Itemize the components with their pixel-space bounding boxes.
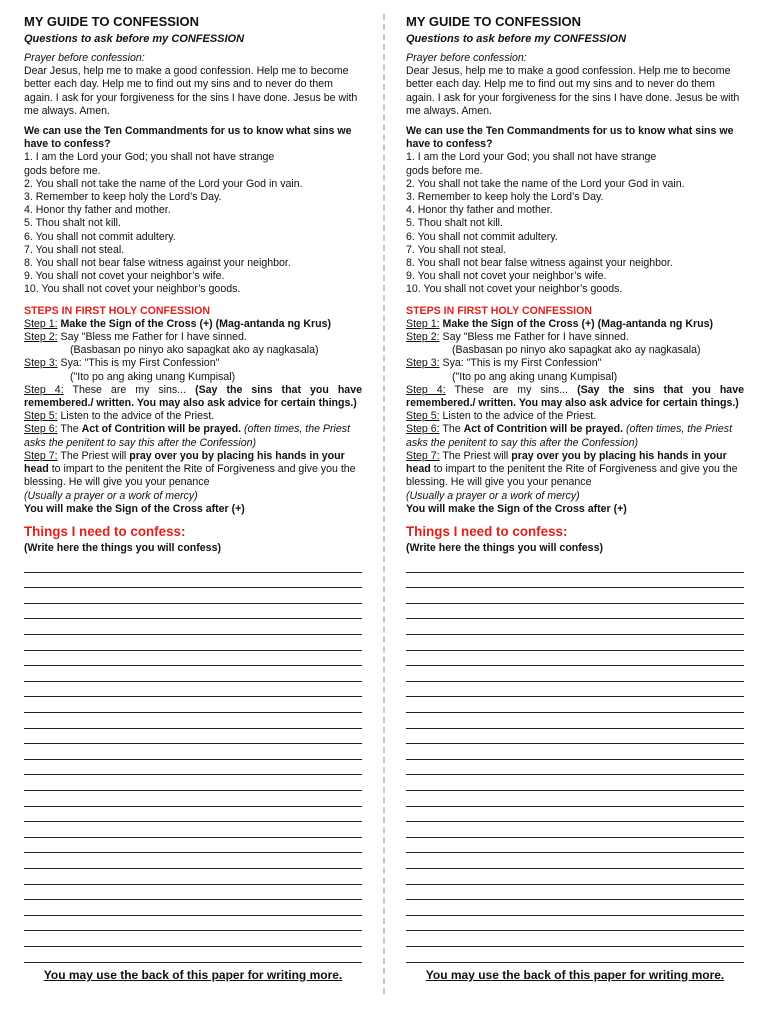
step-5: Step 5: Listen to the advice of the Priest. bbox=[406, 410, 597, 423]
writing-line[interactable] bbox=[406, 838, 744, 854]
guide-title: MY GUIDE TO CONFESSION bbox=[24, 14, 200, 29]
writing-line[interactable] bbox=[406, 822, 744, 838]
writing-line[interactable] bbox=[406, 604, 744, 620]
writing-line[interactable] bbox=[24, 697, 362, 713]
writing-line[interactable] bbox=[24, 885, 362, 901]
steps-heading: STEPS IN FIRST HOLY CONFESSION bbox=[406, 304, 593, 317]
writing-line[interactable] bbox=[406, 791, 744, 807]
step-7: Step 7: The Priest will pray over you by placing his hands in your head to impart to the penitent the Rite of Forgiveness and give you the blessing. He will give you your penance bbox=[406, 449, 738, 489]
commandment-item: 2. You shall not take the name of the Lord your God in vain. bbox=[24, 177, 303, 190]
step-6: Step 6: The Act of Contrition will be prayed. (often times, the Priest asks the penitent to say this after the Confession) bbox=[24, 423, 351, 449]
step-3: Step 3: Sya: "This is my First Confession" bbox=[24, 357, 220, 370]
steps-list bbox=[406, 318, 744, 516]
step-2-translation: (Basbasan po ninyo ako sapagkat ako ay nagkasala) bbox=[452, 344, 701, 357]
footer-note: You may use the back of this paper for writing more. bbox=[43, 967, 343, 982]
commandment-item: 4. Honor thy father and mother. bbox=[406, 204, 553, 217]
writing-line[interactable] bbox=[24, 947, 362, 963]
writing-line[interactable] bbox=[406, 682, 744, 698]
commandment-item: 8. You shall not bear false witness against your neighbor. bbox=[24, 257, 291, 270]
step-4: Step 4: These are my sins... (Say the sins that you have remembered./ written. You may also ask advice for certain things.) bbox=[406, 383, 744, 410]
writing-line[interactable] bbox=[24, 791, 362, 807]
confess-heading: Things I need to confess: bbox=[24, 523, 186, 539]
step-3-translation: ("Ito po ang aking unang Kumpisal) bbox=[452, 370, 618, 383]
writing-line[interactable] bbox=[406, 573, 744, 589]
commandments-list bbox=[406, 151, 744, 296]
confess-instructions: (Write here the things you will confess) bbox=[24, 541, 221, 554]
guide-column-right bbox=[406, 14, 744, 982]
commandment-item: 3. Remember to keep holy the Lord’s Day. bbox=[406, 191, 604, 204]
confess-instructions: (Write here the things you will confess) bbox=[406, 541, 603, 554]
writing-line[interactable] bbox=[406, 588, 744, 604]
writing-line[interactable] bbox=[24, 775, 362, 791]
writing-line[interactable] bbox=[24, 760, 362, 776]
writing-line[interactable] bbox=[24, 744, 362, 760]
writing-line[interactable] bbox=[406, 744, 744, 760]
commandment-item: 7. You shall not steal. bbox=[406, 243, 507, 256]
writing-line[interactable] bbox=[406, 775, 744, 791]
prayer-text: Dear Jesus, help me to make a good confession. Help me to become better each day. Help me to find out my sins and to never do them again. I ask for your forgiveness for the sins I have done. Jesus be with me always. Amen. bbox=[24, 65, 358, 117]
writing-line[interactable] bbox=[24, 619, 362, 635]
writing-line[interactable] bbox=[406, 916, 744, 932]
commandment-item: 3. Remember to keep holy the Lord’s Day. bbox=[24, 191, 222, 204]
commandment-item: 5. Thou shalt not kill. bbox=[406, 217, 503, 230]
guide-subtitle: Questions to ask before my CONFESSION bbox=[24, 33, 245, 45]
commandment-item: 1. I am the Lord your God; you shall not have strange bbox=[24, 151, 275, 164]
writing-line[interactable] bbox=[406, 807, 744, 823]
writing-line[interactable] bbox=[24, 604, 362, 620]
writing-line[interactable] bbox=[24, 682, 362, 698]
commandment-item: 2. You shall not take the name of the Lord your God in vain. bbox=[406, 177, 685, 190]
step-6: Step 6: The Act of Contrition will be prayed. (often times, the Priest asks the penitent to say this after the Confession) bbox=[406, 423, 733, 449]
writing-line[interactable] bbox=[406, 635, 744, 651]
writing-line[interactable] bbox=[24, 869, 362, 885]
step-7-note: (Usually a prayer or a work of mercy) bbox=[24, 489, 198, 502]
step-3-translation: ("Ito po ang aking unang Kumpisal) bbox=[70, 370, 236, 383]
writing-line[interactable] bbox=[406, 557, 744, 573]
writing-lines[interactable] bbox=[406, 557, 744, 962]
cut-divider bbox=[383, 14, 385, 994]
step-7: Step 7: The Priest will pray over you by placing his hands in your head to impart to the penitent the Rite of Forgiveness and give you the blessing. He will give you your penance bbox=[24, 449, 356, 489]
writing-line[interactable] bbox=[24, 557, 362, 573]
writing-line[interactable] bbox=[406, 760, 744, 776]
writing-line[interactable] bbox=[24, 588, 362, 604]
commandment-item: gods before me. bbox=[406, 164, 483, 177]
writing-line[interactable] bbox=[24, 666, 362, 682]
guide-column-left bbox=[24, 14, 362, 982]
commandment-item: 7. You shall not steal. bbox=[24, 243, 125, 256]
writing-line[interactable] bbox=[24, 635, 362, 651]
final-step: You will make the Sign of the Cross after (+) bbox=[24, 502, 245, 515]
writing-line[interactable] bbox=[24, 853, 362, 869]
step-2: Step 2: Say "Bless me Father for I have sinned. bbox=[24, 331, 247, 344]
guide-subtitle: Questions to ask before my CONFESSION bbox=[406, 33, 627, 45]
footer-note: You may use the back of this paper for writing more. bbox=[425, 967, 725, 982]
prayer-text: Dear Jesus, help me to make a good confession. Help me to become better each day. Help me to find out my sins and to never do them again. I ask for your forgiveness for the sins I have done. Jesus be with me always. Amen. bbox=[406, 65, 740, 117]
writing-line[interactable] bbox=[406, 900, 744, 916]
writing-line[interactable] bbox=[24, 916, 362, 932]
prayer-label: Prayer before confession: bbox=[406, 52, 527, 64]
writing-line[interactable] bbox=[24, 573, 362, 589]
writing-line[interactable] bbox=[406, 697, 744, 713]
writing-line[interactable] bbox=[406, 931, 744, 947]
writing-line[interactable] bbox=[24, 713, 362, 729]
step-2-translation: (Basbasan po ninyo ako sapagkat ako ay nagkasala) bbox=[70, 344, 319, 357]
step-3: Step 3: Sya: "This is my First Confession" bbox=[406, 357, 602, 370]
writing-line[interactable] bbox=[24, 931, 362, 947]
writing-line[interactable] bbox=[24, 838, 362, 854]
step-4: Step 4: These are my sins... (Say the sins that you have remembered./ written. You may also ask advice for certain things.) bbox=[24, 383, 362, 410]
writing-line[interactable] bbox=[24, 729, 362, 745]
writing-line[interactable] bbox=[24, 822, 362, 838]
step-5: Step 5: Listen to the advice of the Priest. bbox=[24, 410, 215, 423]
step-2: Step 2: Say "Bless me Father for I have sinned. bbox=[406, 331, 629, 344]
step-1: Step 1: Make the Sign of the Cross (+) (Mag-antanda ng Krus) bbox=[406, 317, 713, 330]
step-7-note: (Usually a prayer or a work of mercy) bbox=[406, 489, 580, 502]
writing-line[interactable] bbox=[24, 807, 362, 823]
writing-line[interactable] bbox=[406, 713, 744, 729]
confess-heading: Things I need to confess: bbox=[406, 523, 568, 539]
commandments-heading: We can use the Ten Commandments for us to know what sins we have to confess? bbox=[24, 125, 352, 151]
writing-line[interactable] bbox=[406, 853, 744, 869]
steps-list bbox=[24, 318, 362, 516]
commandment-item: 6. You shall not commit adultery. bbox=[406, 230, 558, 243]
commandment-item: 8. You shall not bear false witness against your neighbor. bbox=[406, 257, 673, 270]
commandment-item: gods before me. bbox=[24, 164, 101, 177]
writing-line[interactable] bbox=[406, 885, 744, 901]
writing-line[interactable] bbox=[406, 947, 744, 963]
writing-line[interactable] bbox=[406, 651, 744, 667]
guide-title: MY GUIDE TO CONFESSION bbox=[406, 14, 582, 29]
writing-line[interactable] bbox=[24, 651, 362, 667]
commandment-item: 5. Thou shalt not kill. bbox=[24, 217, 121, 230]
writing-line[interactable] bbox=[406, 619, 744, 635]
commandment-item: 10. You shall not covet your neighbor’s goods. bbox=[406, 283, 623, 296]
commandments-heading: We can use the Ten Commandments for us to know what sins we have to confess? bbox=[406, 125, 734, 151]
commandment-item: 4. Honor thy father and mother. bbox=[24, 204, 171, 217]
step-1: Step 1: Make the Sign of the Cross (+) (Mag-antanda ng Krus) bbox=[24, 317, 331, 330]
writing-line[interactable] bbox=[24, 900, 362, 916]
commandment-item: 9. You shall not covet your neighbor’s wife. bbox=[406, 270, 607, 283]
prayer-label: Prayer before confession: bbox=[24, 52, 145, 64]
commandment-item: 9. You shall not covet your neighbor’s wife. bbox=[24, 270, 225, 283]
steps-heading: STEPS IN FIRST HOLY CONFESSION bbox=[24, 304, 211, 317]
commandment-item: 6. You shall not commit adultery. bbox=[24, 230, 176, 243]
commandments-list bbox=[24, 151, 362, 296]
writing-lines[interactable] bbox=[24, 557, 362, 962]
commandment-item: 10. You shall not covet your neighbor’s goods. bbox=[24, 283, 241, 296]
writing-line[interactable] bbox=[406, 869, 744, 885]
final-step: You will make the Sign of the Cross after (+) bbox=[406, 502, 627, 515]
writing-line[interactable] bbox=[406, 666, 744, 682]
commandment-item: 1. I am the Lord your God; you shall not have strange bbox=[406, 151, 657, 164]
writing-line[interactable] bbox=[406, 729, 744, 745]
